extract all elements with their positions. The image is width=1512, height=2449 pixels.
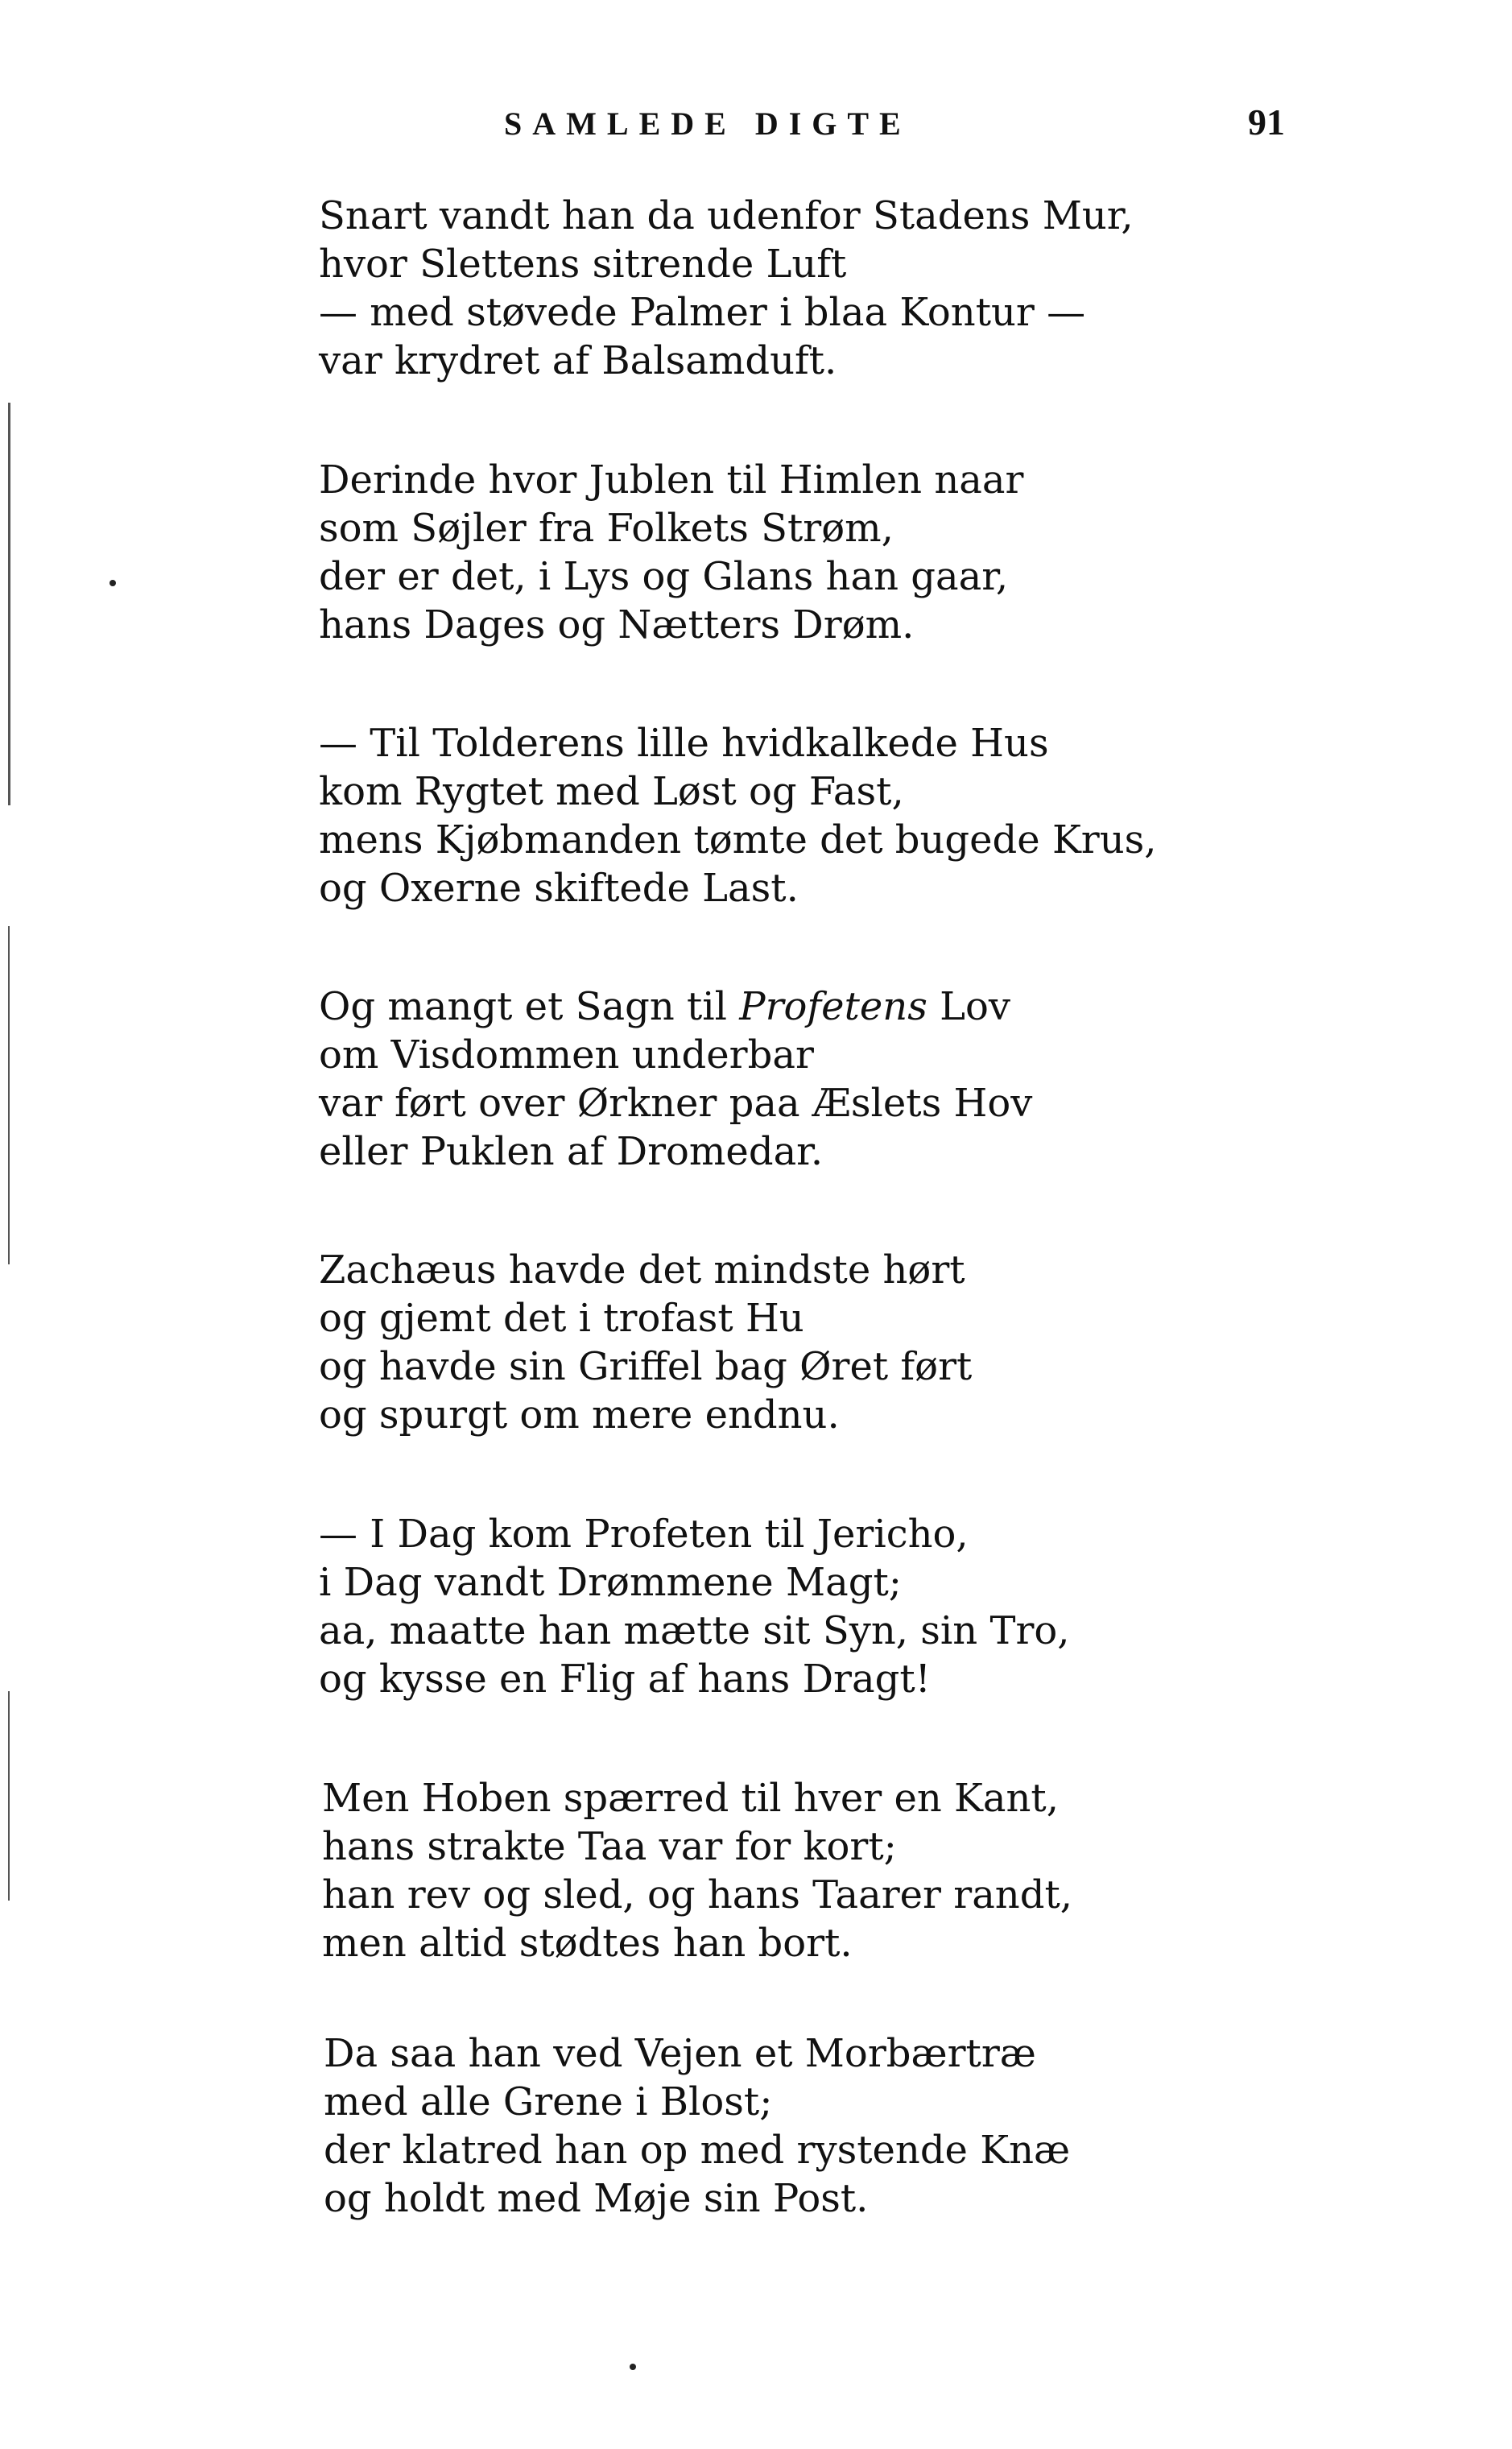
stanza-3 [319,719,1157,912]
verse-line: om Visdommen underbar [319,1032,814,1078]
scan-edge-shadow [8,403,10,805]
verse-line: — I Dag kom Profeten til Jericho, [319,1512,969,1557]
verse-line: men altid stødtes han bort. [322,1921,853,1966]
scan-speck [630,2364,636,2370]
verse-line: aa, maatte han mætte sit Syn, sin Tro, [319,1608,1070,1653]
verse-line: hvor Slettens sitrende Luft [319,242,847,287]
scan-edge-shadow [8,926,10,1264]
verse-line: Men Hoben spærred til hver en Kant, [322,1776,1059,1821]
verse-line: var krydret af Balsamduft. [319,338,837,383]
stanza-5 [319,1246,972,1439]
scan-speck [109,580,116,586]
verse-line: og gjemt det i trofast Hu [319,1296,804,1341]
page-number: 91 [1248,101,1285,143]
stanza-7 [322,1774,1072,1967]
verse-line: i Dag vandt Drømmene Magt; [319,1560,902,1605]
verse-line: der klatred han op med rystende Knæ [324,2128,1071,2173]
stanza-4 [319,982,1032,1176]
scan-edge-shadow [8,1691,10,1901]
verse-line: — med støvede Palmer i blaa Kontur — [319,290,1086,335]
stanza-8 [324,2029,1070,2223]
verse-line: mens Kjøbmanden tømte det bugede Krus, [319,817,1157,863]
verse-line [319,982,1032,1031]
verse-line: Snart vandt han da udenfor Stadens Mur, [319,193,1134,238]
verse-line: som Søjler fra Folkets Strøm, [319,506,894,551]
verse-line: og kysse en Flig af hans Dragt! [319,1657,931,1702]
verse-line-start: Og mangt et Sagn til [319,984,727,1029]
verse-line: Da saa han ved Vejen et Morbærtræ [324,2031,1036,2076]
verse-line: eller Puklen af Dromedar. [319,1129,824,1174]
verse-line: var ført over Ørkner paa Æslets Hov [319,1081,1033,1126]
verse-line: og holdt med Møje sin Post. [324,2176,869,2221]
verse-line: — Til Tolderens lille hvidkalkede Hus [319,721,1049,766]
verse-line: og havde sin Griffel bag Øret ført [319,1344,973,1389]
running-title: SAMLEDE DIGTE [504,105,911,142]
verse-line: kom Rygtet med Løst og Fast, [319,769,904,814]
verse-line: med alle Grene i Blost; [324,2079,773,2124]
stanza-6 [319,1510,1070,1703]
verse-line: Zachæus havde det mindste hørt [319,1247,965,1293]
verse-line: hans Dages og Nætters Drøm. [319,602,915,647]
verse-line: og spurgt om mere endnu. [319,1392,840,1438]
verse-line: og Oxerne skiftede Last. [319,866,799,911]
stanza-1 [319,192,1134,385]
verse-line: han rev og sled, og hans Taarer randt, [322,1872,1072,1917]
verse-line-end: Lov [927,984,1010,1029]
italic-word: Profetens [739,984,927,1029]
stanza-2 [319,456,1023,649]
verse-line: hans strakte Taa var for kort; [322,1824,897,1869]
verse-line: der er det, i Lys og Glans han gaar, [319,554,1009,599]
verse-line: Derinde hvor Jublen til Himlen naar [319,457,1024,503]
